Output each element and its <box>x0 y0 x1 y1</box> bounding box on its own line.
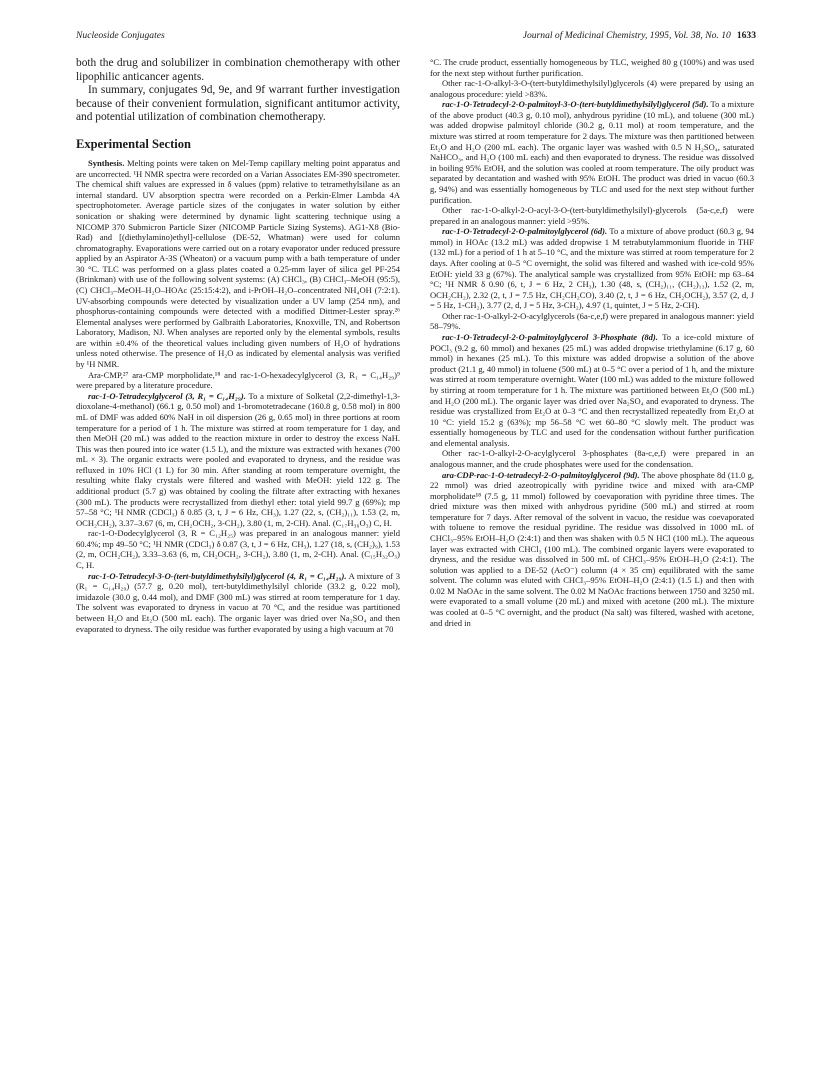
compound-8d-paragraph <box>430 332 754 448</box>
continuation-paragraph: °C. The crude product, essentially homogeneous by TLC, weighed 80 g (100%) and was used for the next step without further purification. <box>430 57 754 78</box>
compound-4-heading: rac-1-O-Tetradecyl-3-O-(tert-butyldimethylsilyl)glycerol (4, R₁ = C₁₄H₂₉). <box>88 570 347 581</box>
other-4-paragraph: Other rac-1-O-alkyl-3-O-(tert-butyldimethylsilyl)glycerols (4) were prepared by using an analogous procedure: yield >83%. <box>430 78 754 99</box>
compound-3-text: To a mixture of Solketal (2,2-dimethyl-1,3-dioxolane-4-methanol) (66.1 g, 0.50 mol) and 1-bromotetradecane (160.8 g, 0.58 mol) in 800 mL of DMF was added 60% NaH in oil dispersion (26 g, 0.65 mol) in three portions at room temperature for a period of 1 h. The mixture was stirred at room temperature for 1 day, and then MeOH (20 mL) was added to the reaction mixture in order to destroy the excess NaH. This was then poured into ice water (1.5 L), and the mixture was extracted with hexanes (700 mL × 3). The organic extracts were pooled and evaporated to dryness, and the residue was refluxed in 10% HCl (1 L) for 30 min. After standing at room temperature overnight, the resulting white flaky crystals were filtered and washed with MeOH: yield 122 g. The additional product (5.7 g) was obtained by cooling the filtrate after extracting with hexanes (300 mL). The products were recrystallized from diethyl ether: total yield 99.7 g (69%); mp 57–58 °C; ¹H NMR (CDCl₃) δ 0.85 (3, t, J = 6 Hz, CH₃), 1.27 (22, s, (CH₂)₁₁), 1.53 (2, m, OCH₂CH₂), 3.37–3.67 (6, m, CH₂OCH₂, 3-CH₂), 3.80 (1, m, 2-CH). Anal. (C₁₇H₃₆O₃) C, H. <box>76 390 400 528</box>
compound-9d-paragraph <box>430 470 754 629</box>
compound-6d-text: To a mixture of above product (60.3 g, 94 mmol) in HOAc (13.2 mL) was added dropwise 1 M tetrabutylammonium fluoride in THF (132 mL) for a period of 1 h at 5–10 °C, and the mixture was stirred at room temperature for 2 days. After cooling at 0–5 °C overnight, the solid was filtered and washed with ice-cold 95% EtOH: yield 33 g (67%). The analytical sample was crystallized from 95% EtOH: mp 63–64 °C; ¹H NMR δ 0.90 (6, t, J = 6 Hz, 2 CH₃), 1.30 (48, s, (CH₂)₁₁, (CH₂)₁₃), 1.52 (2, m, OCH₂CH₂), 2.32 (2, t, J = 7.5 Hz, CH₂CH₂CO), 3.40 (2, t, J = 6 Hz, CH₂OCH₂), 3.57 (2, d, J = 5 Hz, 1-CH₂), 3.77 (2, d, J = 5 Hz, 3-CH₂), 4.97 (1, quintet, J = 5 Hz, 2-CH). <box>430 226 755 311</box>
running-header <box>76 30 756 44</box>
section-title: Experimental Section <box>76 136 191 151</box>
synthesis-text: Melting points were taken on Mel-Temp capillary melting point apparatus and are uncorrected. ¹H NMR spectra were recorded on a Varian Associates EM-390 spectrometer. The chemical shift values are expressed in δ values (ppm) relative to tetramethylsilane as an internal standard. UV absorption spectra were recorded on a Perkin-Elmer Lambda 4A spectrophotometer. Average particle sizes of the conjugates in water solution by either sonication or shaking were determined by dynamic light scattering technique using a NICOMP 370 Submicron Particle Sizer (NICOMP Particle Sizing Systems). AG1-X8 (Bio-Rad) and [(diethylamino)ethyl]-cellulose (DE-52, Whatman) were used for column chromatography. Evaporations were carried out on a rotary evaporator under reduced pressure applied by an Aspirator A-3S (Wheaton) or a vacuum pump with a bath temperature of under 30 °C. TLC was performed on a glass plates coated a 0.25-mm layer of silica gel PF-254 (Brinkman) with use of the following solvent systems: (A) CHCl₃, (B) CHCl₃–MeOH (95:5), (C) CHCl₃–MeOH–H₂O–HOAc (25:15:4:2), and i-PrOH–H₂O–concentrated NH₄OH (7:2:1). UV-absorbing compounds were detected by visualization under a UV lamp (254 nm), and phosphorus-containing compounds were detected with a modified Dittmer-Lester spray.²⁶ Elemental analyses were performed by Galbraith Laboratories, Knoxville, TN, and Robertson Laboratory, Madison, NJ. When analyses are reported only by the elemental symbols, results are within ±0.4% of the theoretical values including given numbers of H₂O of hydrations unless noted otherwise. The presence of H₂O as indicated by elemental analysis was verified by ¹H NMR. <box>76 158 401 370</box>
synthesis-heading: Synthesis. <box>88 158 125 169</box>
compound-9d-text: The above phosphate 8d (11.0 g, 22 mmol) was dried azeotropically with pyridine twice and mixed with ara-CMP morpholidate¹⁸ (7.5 g, 11 mmol) followed by coevaporation with pyridine three times. The dried mixture was then mixed with anhydrous pyridine (500 mL) and stirred at room temperature for 7 days. After removal of the solvent in vacuo, the residue was coevaporated with toluene to remove the residual pyridine. The residue was dissolved in 1000 mL of CHCl₃–95% EtOH–H₂O (2:4:1) and then was shaken with 0.5 N HCl (100 mL). The aqueous layer was extracted with CHCl₃ (100 mL). The combined organic layers were evaporated to dryness, and the residue was dissolved in 500 mL of CHCl₃–95% EtOH–H₂O (2:4:1). The solution was applied to a DE-52 (AcO⁻) column (4 × 35 cm) equilibrated with the same solvent. The column was eluted with CHCl₃–95% EtOH–H₂O (2:4:1) (1.5 L) and then with 0.02 M NaOAc in the same solvent. The 0.02 M NaOAc fractions between 1750 and 3250 mL were evaporated to a small volume (20 mL) and mixed with acetone (200 mL). The mixture was cooled at 0–5 °C overnight, and the product (Na salt) was filtered, washed with acetone, and dried in <box>430 469 755 628</box>
synthesis-paragraph <box>76 158 400 370</box>
intro-paragraph: both the drug and solubilizer in combination chemotherapy with other lipophilic anticancer agents. <box>76 57 400 83</box>
left-column <box>76 57 400 634</box>
compound-5d-text: To a mixture of the above product (40.3 g, 0.10 mol), anhydrous pyridine (10 mL), and toluene (300 mL) was added dropwise palmitoyl chloride (30.2 g, 0.11 mol) at room temperature, and the mixture was stirred at room temperature for 2 days. The mixture was then partitioned between Et₂O and H₂O (200 mL each). The organic layer was washed with 0.5 N H₂SO₄, saturated NaHCO₃, and H₂O (100 mL each) and then evaporated to dryness. The residue was dissolved in boiling 95% EtOH, and the solution was cooled at room temperature. The oily product was separated by decantation and washed with 95% EtOH. The product was dried in vacuo (60.3 g, 94%) and was essentially homogeneous by TLC and used for the next step without further purification. <box>430 99 755 205</box>
compound-5d-heading: rac-1-O-Tetradecyl-2-O-palmitoyl-3-O-(tert-butyldimethylsilyl)glycerol (5d). <box>442 99 709 110</box>
dodecyl-paragraph: rac-1-O-Dodecylglycerol (3, R = C₁₂H₂₅) was prepared in an analogous manner: yield 60.4%; mp 49–50 °C; ¹H NMR (CDCl₃) δ 0.87 (3, t, J = 6 Hz, CH₃), 1.27 (18, s, (CH₂)₉), 1.53 (2, m, OCH₂CH₂), 3.33–3.63 (6, m, CH₂OCH₂, 3-CH₂), 3.80 (1, m, 2-CH). Anal. (C₁₅H₃₂O₃) C, H. <box>76 528 400 571</box>
compound-9d-heading: ara-CDP-rac-1-O-tetradecyl-2-O-palmitoylglycerol (9d). <box>442 469 640 480</box>
compound-6d-paragraph <box>430 226 754 311</box>
compound-8d-heading: rac-1-O-Tetradecyl-2-O-palmitoylglycerol 3-Phosphate (8d). <box>442 332 658 343</box>
right-column <box>430 57 754 628</box>
compound-8d-text: To a ice-cold mixture of POCl₃ (9.2 g, 60 mmol) and hexanes (25 mL) was added dropwise triethylamine (6.17 g, 60 mmol) in hexanes (25 mL). To this mixture was added dropwise a solution of the above product (21.1 g, 40 mmol) in toluene (500 mL) at 0–5 °C over a period of 1 h, and the mixture was stirred at room temperature overnight. Water (100 mL) was added to the mixture followed by stirring at room temperature for 1 h. The mixture was partitioned between Et₂O (500 mL) and H₂O (200 mL). The organic layer was dried over Na₂SO₄ and evaporated to dryness. The residue was crystallized from Et₂O at 0–3 °C and then recrystallized repeatedly from Et₂O at 10 °C: yield 15.2 g (63%); mp 56–58 °C wet 60–80 °C slowly melt. The product was essentially homogeneous by TLC and used for the condensation without further purification and elemental analysis. <box>430 332 755 448</box>
compound-3-paragraph <box>76 391 400 529</box>
aracmp-paragraph: Ara-CMP,²⁷ ara-CMP morpholidate,¹⁸ and rac-1-O-hexadecylglycerol (3, R₁ = C₁₄H₂₉)⁹ were prepared by a literature procedure. <box>76 369 400 391</box>
other-6-paragraph: Other rac-1-O-alkyl-2-O-acylglycerols (6a-c,e,f) were prepared in analogous manner: yield 58–79%. <box>430 310 754 332</box>
compound-3-heading: rac-1-O-Tetradecylglycerol (3, R₁ = C₁₄H₂₉). <box>88 390 246 401</box>
other-8-paragraph: Other rac-1-O-alkyl-2-O-acylglycerol 3-phosphates (8a-c,e,f) were prepared in an analogous manner, and the crude phosphates were used for the condensation. <box>430 448 754 469</box>
summary-paragraph: In summary, conjugates 9d, 9e, and 9f warrant further investigation because of their convenient formulation, significant antitumor activity, and potential utilization of combination chemotherapy. <box>76 84 400 123</box>
other-5-paragraph: Other rac-1-O-alkyl-2-O-acyl-3-O-(tert-butyldimethylsilyl)-glycerols (5a-c,e,f) were prepared in an analogous manner: yield >95%. <box>430 205 754 226</box>
journal-citation <box>523 30 756 41</box>
compound-6d-heading: rac-1-O-Tetradecyl-2-O-palmitoylglycerol (6d). <box>442 226 608 237</box>
compound-5d-paragraph <box>430 99 754 205</box>
compound-4-text: A mixture of 3 (R₁ = C₁₄H₂₉) (57.7 g, 0.20 mol), tert-butyldimethylsilyl chloride (33.2 g, 0.22 mol), imidazole (30.0 g, 0.44 mol), and DMF (300 mL) was stirred at room temperature for 1 day. The solvent was evaporated to dryness in vacuo at 70 °C, and the residue was partitioned between H₂O and Et₂O (500 mL each). The organic layer was dried over Na₂SO₄ and then evaporated to dryness. The oily residue was further evaporated by using a high vacuum at 70 <box>76 570 400 634</box>
running-title: Nucleoside Conjugates <box>76 30 165 41</box>
compound-4-paragraph <box>76 571 400 634</box>
journal-name: Journal of Medicinal Chemistry, 1995, Vol. 38, No. 10 <box>522 30 731 41</box>
page-number: 1633 <box>736 30 756 41</box>
